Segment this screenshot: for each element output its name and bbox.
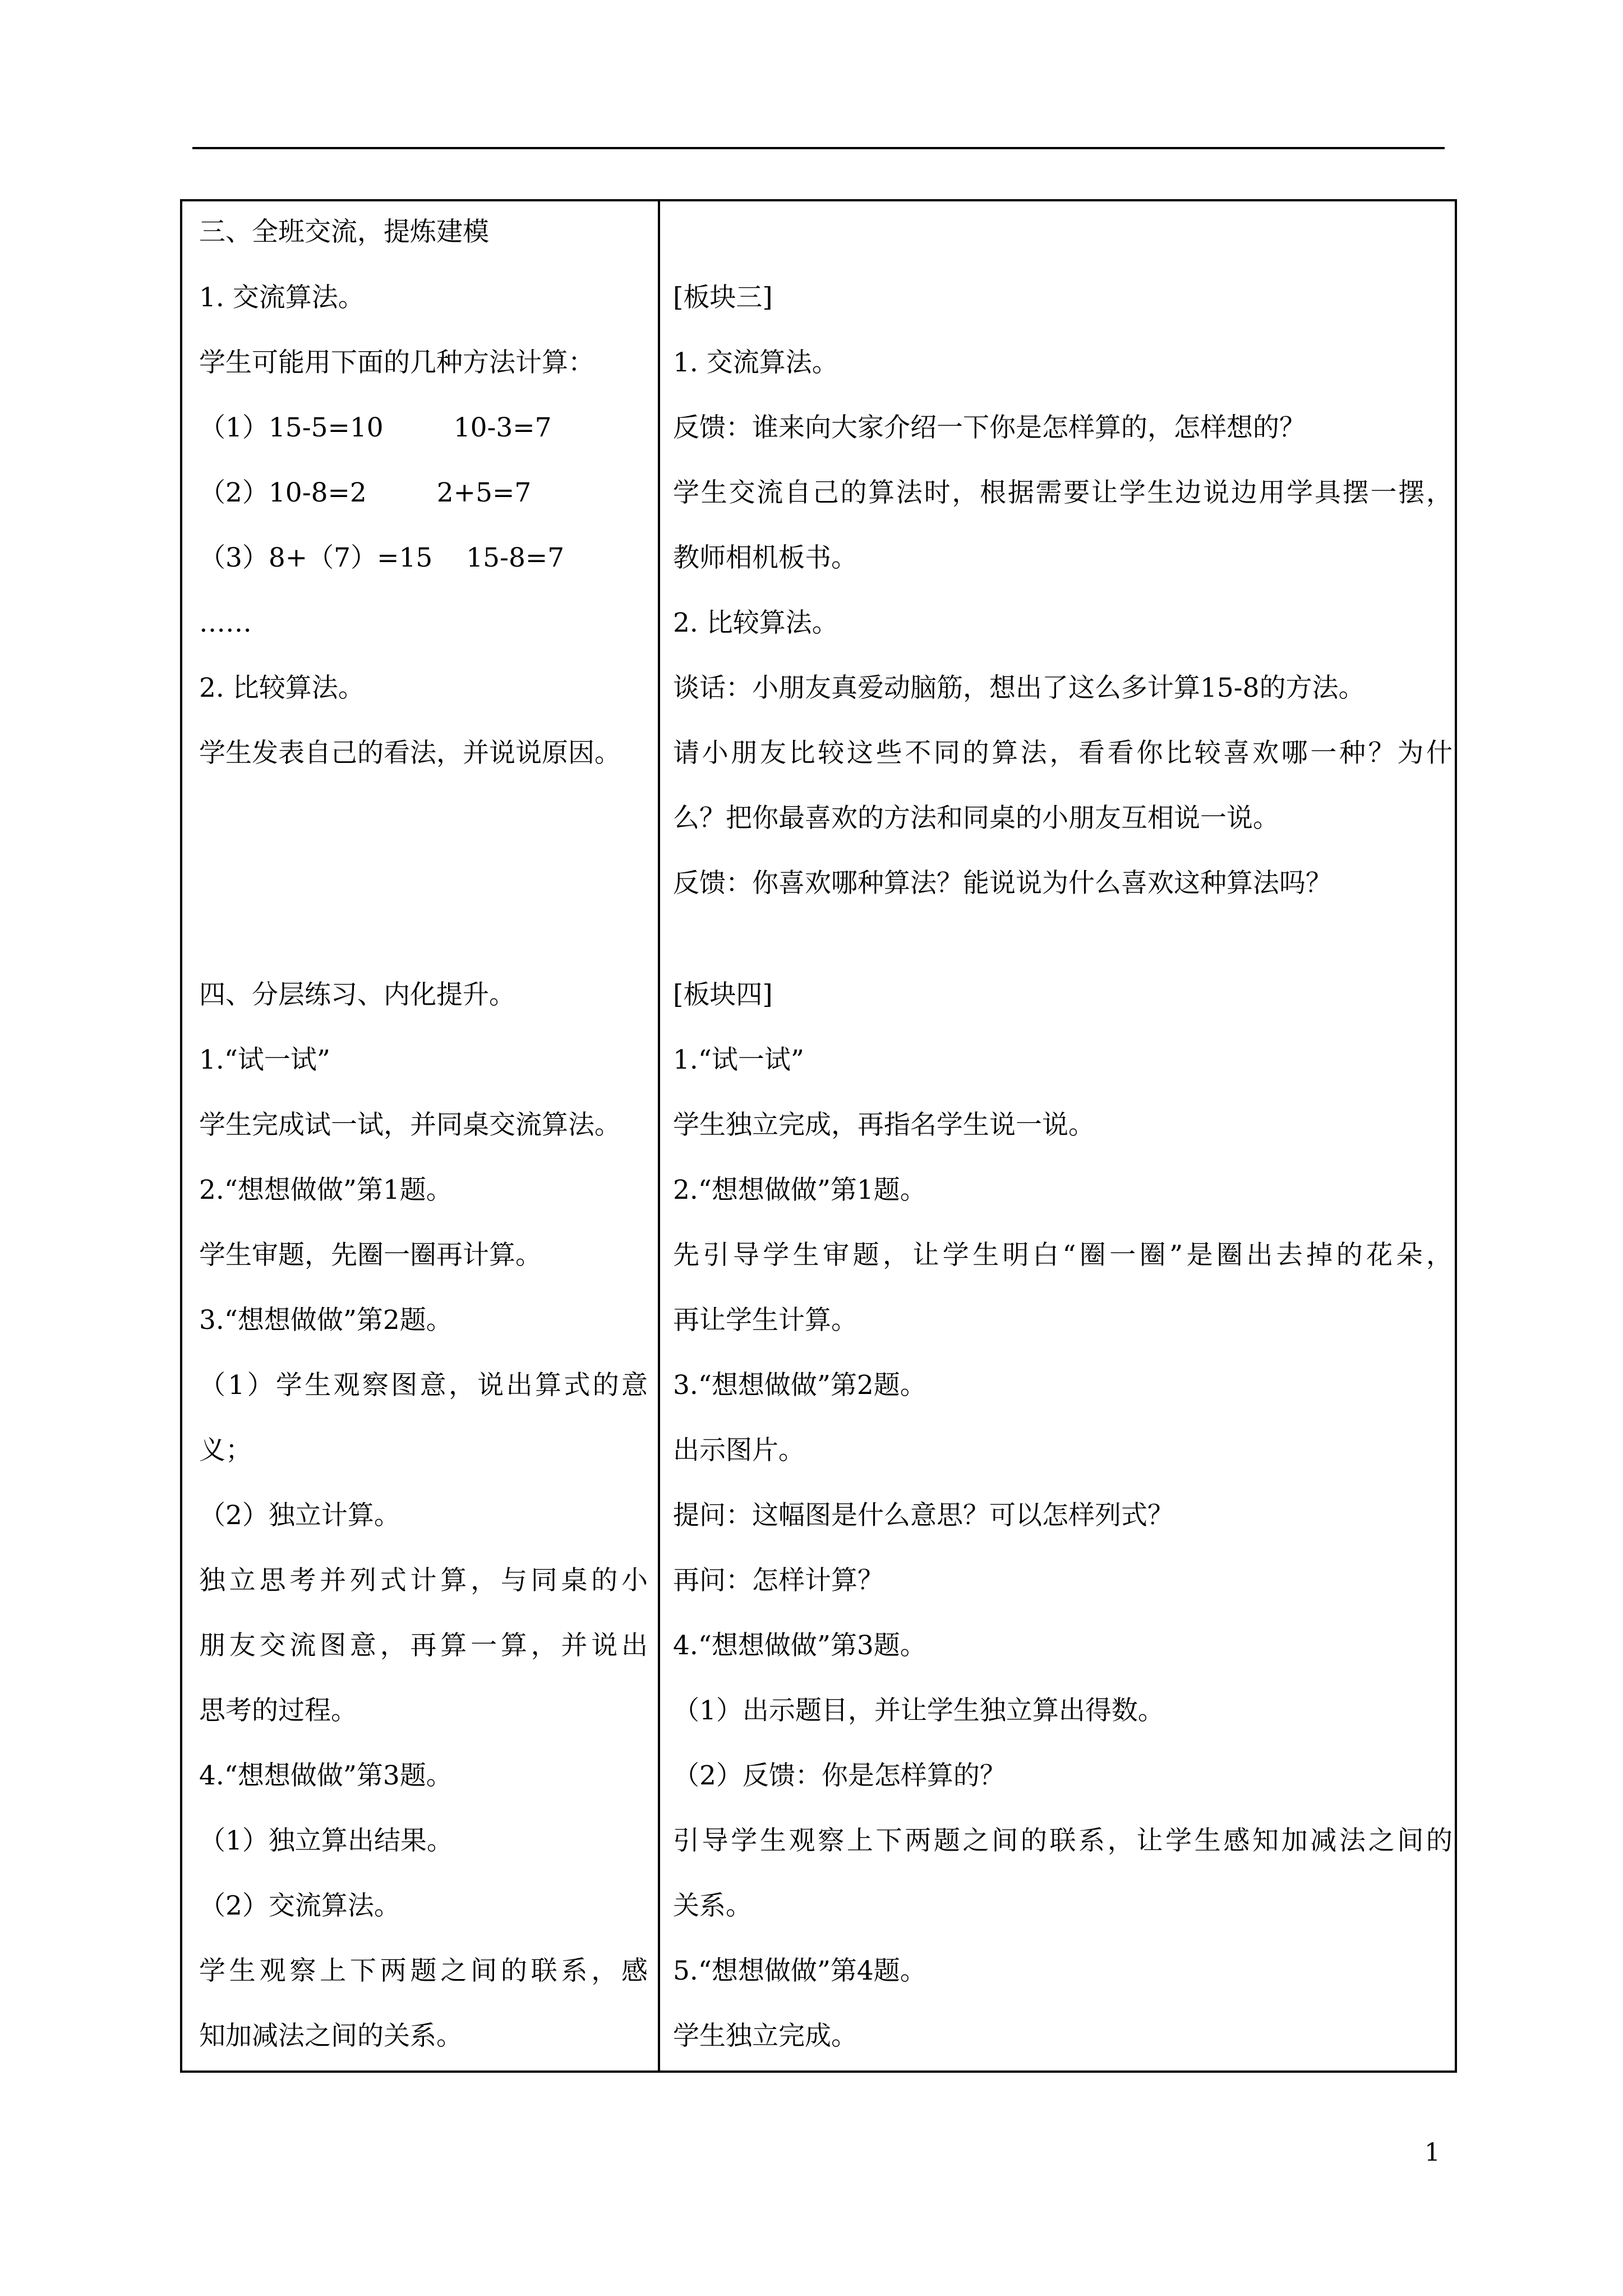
text-line: 再让学生计算。 [673,1305,857,1336]
method-step-b: 10-3=7 [453,412,552,443]
method-step-a: （2）10-8=2 [199,477,367,508]
text-line: 学生交流自己的算法时，根据需要让学生边说边用学具摆一摆， [673,477,1453,508]
text-line: 学生观察上下两题之间的联系，感 [199,1955,648,1986]
text-line: 再问：怎样计算？ [673,1565,884,1596]
step-heading: 2. 比较算法。 [199,673,365,703]
text-line: 学生审题，先圈一圈再计算。 [199,1240,542,1271]
text-line: 独立思考并列式计算，与同桌的小 [199,1565,648,1596]
method-step-b: 2+5=7 [436,477,532,508]
section-heading: 四、分层练习、内化提升。 [199,979,515,1010]
step-heading: 1. 交流算法。 [673,347,838,378]
text-line: （2）反馈：你是怎样算的？ [673,1760,1006,1791]
text-line: 学生独立完成。 [673,2021,857,2051]
step-heading: 1. 交流算法。 [199,282,365,313]
header-rule [192,147,1445,149]
method-line [199,476,648,510]
step-heading: 2.“想想做做”第1题。 [673,1175,926,1205]
text-line: （1）出示题目，并让学生独立算出得数。 [673,1695,1164,1726]
block-heading: [板块四] [673,979,773,1010]
step-heading: 3.“想想做做”第2题。 [199,1305,453,1336]
lesson-plan-table [180,199,1457,2073]
section-heading: 三、全班交流，提炼建模 [199,217,489,247]
step-heading: 2. 比较算法。 [673,608,838,638]
text-line: 知加减法之间的关系。 [199,2021,463,2051]
method-step-b: 15-8=7 [466,542,565,573]
text-line: 引导学生观察上下两题之间的联系，让学生感知加减法之间的 [673,1825,1453,1856]
column-divider [658,201,660,2070]
ellipsis: …… [199,608,252,638]
text-line: 先引导学生审题，让学生明白“圈一圈”是圈出去掉的花朵， [673,1240,1453,1271]
text-line: 关系。 [673,1890,752,1921]
method-step-a: （1）15-5=10 [199,412,384,443]
text-line: 反馈：你喜欢哪种算法？能说说为什么喜欢这种算法吗？ [673,868,1332,899]
text-line: 学生独立完成，再指名学生说一说。 [673,1110,1095,1140]
text-line: 教师相机板书。 [673,542,857,573]
method-step-a: （3）8+（7）=15 [199,542,433,573]
step-heading: 3.“想想做做”第2题。 [673,1370,926,1401]
step-heading: 4.“想想做做”第3题。 [199,1760,453,1791]
text-line: 思考的过程。 [199,1695,357,1726]
page-number: 1 [1424,2138,1440,2167]
text-line: 么？把你最喜欢的方法和同桌的小朋友互相说一说。 [673,803,1279,834]
text-line: （1）独立算出结果。 [199,1825,453,1856]
method-line [199,541,648,575]
block-heading: [板块三] [673,282,773,313]
text-line: 义； [199,1435,252,1466]
step-heading: 1.“试一试” [199,1045,330,1075]
text-line: 学生可能用下面的几种方法计算： [199,347,594,378]
text-line: （2）独立计算。 [199,1500,400,1531]
text-line: 请小朋友比较这些不同的算法，看看你比较喜欢哪一种？为什 [673,738,1453,769]
step-heading: 4.“想想做做”第3题。 [673,1630,926,1661]
text-line: （2）交流算法。 [199,1890,400,1921]
step-heading: 1.“试一试” [673,1045,804,1075]
text-line: 出示图片。 [673,1435,805,1466]
text-line: 谈话：小朋友真爱动脑筋，想出了这么多计算15-8的方法。 [673,673,1365,703]
text-line: 提问：这幅图是什么意思？可以怎样列式？ [673,1500,1174,1531]
step-heading: 5.“想想做做”第4题。 [673,1955,926,1986]
text-line: 学生发表自己的看法，并说说原因。 [199,738,621,769]
text-line: 学生完成试一试，并同桌交流算法。 [199,1110,621,1140]
step-heading: 2.“想想做做”第1题。 [199,1175,453,1205]
method-line [199,411,648,445]
text-line: （1）学生观察图意，说出算式的意 [199,1370,648,1401]
text-line: 反馈：谁来向大家介绍一下你是怎样算的，怎样想的？ [673,412,1306,443]
text-line: 朋友交流图意，再算一算，并说出 [199,1630,648,1661]
